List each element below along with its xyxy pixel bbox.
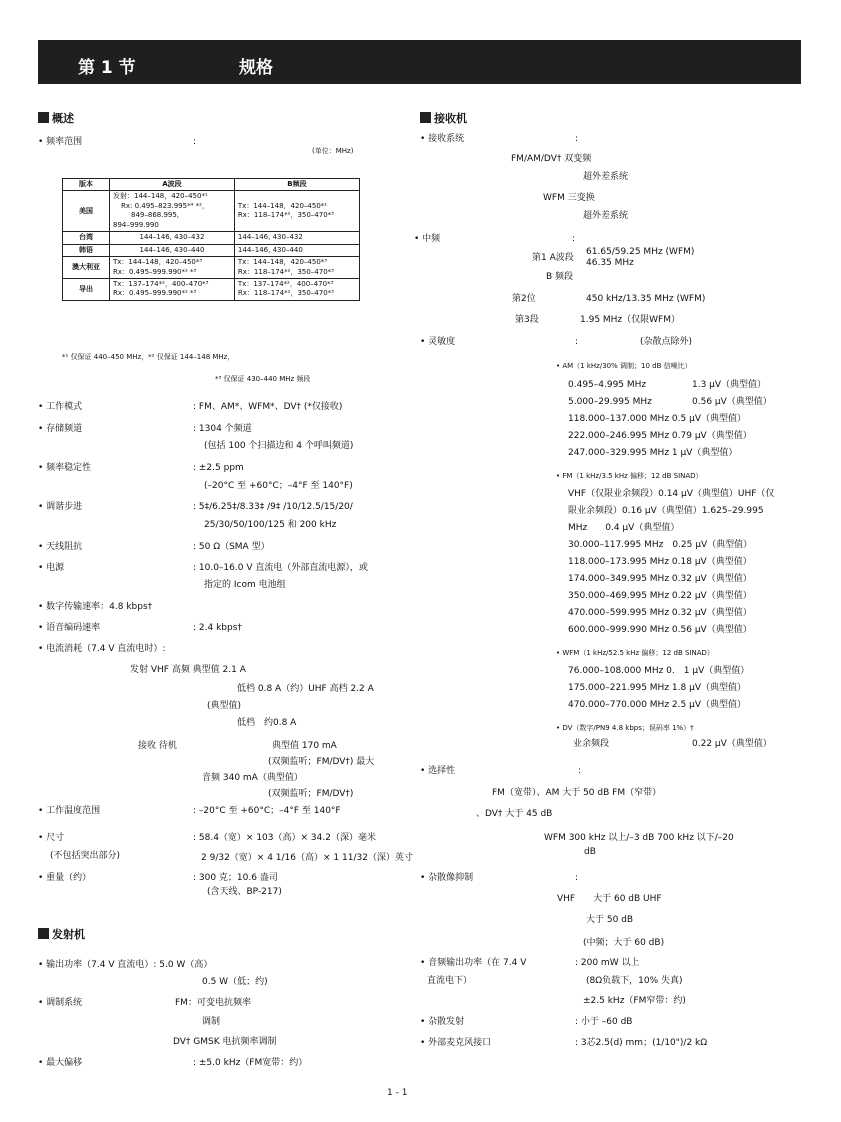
current-tx-4: 低档 约0.8 A: [237, 718, 297, 728]
fm-line: 限业余频段）0.16 μV（典型值）1.625–29.995: [568, 506, 764, 516]
table-row: [63, 257, 360, 279]
weight-label: • 重量（约）: [38, 873, 92, 883]
if-1-b: B 频段: [546, 272, 574, 282]
if-1-label: 第1 A波段: [532, 253, 574, 263]
sensitivity-colon: :: [575, 337, 579, 347]
dv-heading: • DV（数字/PN9 4.8 kbps；误码率 1%）†: [556, 724, 694, 732]
spec-value: : 5‡/6.25‡/8.33‡ /9‡ /10/12.5/15/20/: [193, 502, 353, 512]
fm-line: 30.000–117.995 MHz 0.25 μV（典型值）: [568, 540, 753, 550]
audio-value-1: : 200 mW 以上: [575, 958, 640, 968]
voice-value: : 2.4 kbps†: [193, 623, 242, 633]
size-label: • 尺寸: [38, 833, 65, 843]
freq-range-label: • 频率范围: [38, 137, 83, 147]
sensitivity-label: • 灵敏度: [420, 337, 456, 347]
heading-square-icon: [38, 928, 49, 939]
voice-label: • 语音编码速率: [38, 623, 101, 633]
spec-label: • 电源: [38, 563, 65, 573]
section-number: 第 1 节: [78, 58, 136, 78]
if-1-value-1: 61.65/59.25 MHz (WFM): [586, 247, 695, 257]
fm-line: 600.000–999.990 MHz 0.56 μV（典型值）: [568, 625, 752, 635]
audio-label-1: • 音频输出功率（在 7.4 V: [420, 958, 527, 968]
table-row: [63, 232, 360, 244]
selectivity-colon: :: [578, 766, 582, 776]
selectivity-4: dB: [584, 847, 596, 857]
temp-value: : –20°C 至 +60°C；–4°F 至 140°F: [193, 806, 341, 816]
frequency-range-table: [62, 178, 360, 301]
mod-value-3: DV† GMSK 电抗频率调制: [173, 1037, 277, 1047]
audio-label-2: 直流电下）: [427, 976, 473, 986]
am-range: 0.495–4.995 MHz: [568, 380, 647, 390]
rx-system-1: FM/AM/DV† 双变频: [511, 154, 592, 164]
overview-heading: 概述: [38, 110, 74, 126]
mic-connector-value: : 3芯2.5(d) mm；(1/10")/2 kΩ: [575, 1038, 708, 1048]
freq-range-colon: :: [193, 137, 197, 147]
b-band-cell: 144–146, 430–432: [234, 232, 359, 244]
spec-value: : FM、AM*、WFM*、DV† (*仅接收): [193, 402, 343, 412]
row-name: 澳大利亚: [63, 257, 110, 279]
table-header-row: [63, 179, 360, 191]
a-band-cell: 144–146, 430–440: [110, 244, 235, 256]
power-label: • 输出功率（7.4 V 直流电）: 5.0 W（高）: [38, 960, 213, 970]
spurious-1: VHF 大于 60 dB UHF: [557, 894, 662, 904]
fm-line: 174.000–349.995 MHz 0.32 μV（典型值）: [568, 574, 752, 584]
dv-value: 0.22 μV（典型值）: [692, 739, 772, 749]
spec-value: : ±2.5 ppm: [193, 463, 244, 473]
current-tx-2: 低档 0.8 A（约）UHF 高档 2.2 A: [237, 684, 374, 694]
page-number: 1 - 1: [387, 1088, 408, 1098]
table-header-version: 版本: [63, 179, 110, 191]
transmitter-heading: 发射机: [38, 926, 85, 942]
spec-label: • 工作模式: [38, 402, 83, 412]
wfm-heading: • WFM（1 kHz/52.5 kHz 偏移；12 dB SINAD）: [556, 649, 714, 657]
b-band-cell: 144–146, 430–440: [234, 244, 359, 256]
audio-value-3: ±2.5 kHz（FM窄带：约): [583, 996, 686, 1006]
selectivity-3: WFM 300 kHz 以上/–3 dB 700 kHz 以下/–20: [544, 833, 734, 843]
if-1-value-2: 46.35 MHz: [586, 258, 634, 268]
fm-line: MHz 0.4 μV（典型值）: [568, 523, 680, 533]
fm-heading: • FM（1 kHz/3.5 kHz 偏移；12 dB SINAD）: [556, 472, 703, 480]
spec-value: (–20°C 至 +60°C；–4°F 至 140°F): [204, 481, 353, 491]
am-value: 1.3 μV（典型值）: [692, 380, 767, 390]
rx-system-2: 超外差系统: [583, 172, 629, 182]
weight-value-1: : 300 克；10.6 盎司: [193, 873, 278, 883]
spec-value: : 50 Ω（SMA 型）: [193, 542, 270, 552]
wfm-line: 470.000–770.000 MHz 2.5 μV（典型值）: [568, 700, 746, 710]
table-footnote-2: *³ 仅保证 430–440 MHz 频段: [215, 375, 311, 383]
mod-value-2: 调制: [202, 1017, 221, 1027]
current-rx-3: 音频 340 mA（典型值）: [202, 773, 303, 783]
deviation-label: • 最大偏移: [38, 1058, 83, 1068]
b-band-cell: Tx：137–174*²，400–470*³ Rx：118–174*²，350–470*³: [234, 278, 359, 300]
dv-band: 业余频段: [573, 739, 610, 749]
current-rx-1b: 典型值 170 mA: [272, 741, 337, 751]
spec-value: : 1304 个频道: [193, 424, 252, 434]
a-band-cell: Tx：144–148，420–450*³ Rx：0.495–999.990*² *³: [110, 257, 235, 279]
a-band-cell: 发射：144–148，420–450*¹ Rx: 0.495–823.995*⁴ *²， 849–868.995, 894–999.990: [110, 191, 235, 232]
rx-system-label: • 接收系统: [420, 134, 465, 144]
temp-label: • 工作温度范围: [38, 806, 101, 816]
if-colon: :: [572, 234, 576, 244]
mic-connector-label: • 外部麦克风接口: [420, 1038, 492, 1048]
fm-line: 118.000–173.995 MHz 0.18 μV（典型值）: [568, 557, 752, 567]
weight-value-2: (含天线、BP-217): [207, 887, 282, 897]
table-header-a-band: A波段: [110, 179, 235, 191]
power-low: 0.5 W（低；约): [202, 977, 268, 987]
rx-system-colon: :: [575, 134, 579, 144]
spurious-colon: :: [575, 873, 579, 883]
table-row: [63, 244, 360, 256]
spec-label: • 天线阻抗: [38, 542, 83, 552]
am-row: 222.000–246.995 MHz 0.79 μV（典型值）: [568, 431, 752, 441]
table-row: [63, 278, 360, 300]
mod-value-1: FM：可变电抗频率: [175, 998, 251, 1008]
table-row: [63, 191, 360, 232]
mod-label: • 调制系统: [38, 998, 83, 1008]
a-band-cell: 144–146, 430–432: [110, 232, 235, 244]
row-name: 台湾: [63, 232, 110, 244]
if-label: • 中频: [414, 234, 441, 244]
am-value: 0.56 μV（典型值）: [692, 397, 772, 407]
current-rx-4: (双频监听；FM/DV†): [268, 789, 354, 799]
spec-label: • 存储频道: [38, 424, 83, 434]
spurious-emission-value: : 小于 –60 dB: [575, 1017, 633, 1027]
spurious-label: • 杂散像抑制: [420, 873, 474, 883]
if-2-label: 第2位: [512, 294, 536, 304]
size-value-2: 2 9/32（宽）× 4 1/16（高）× 1 11/32（深）英寸: [201, 853, 413, 863]
spec-label: • 调谐步进: [38, 502, 83, 512]
table-footnote-1: *¹ 仅保证 440–450 MHz，*² 仅保证 144–148 MHz，: [62, 353, 235, 361]
spurious-2: 大于 50 dB: [586, 915, 634, 925]
section-title: 规格: [239, 58, 273, 78]
sensitivity-note: (杂散点除外): [640, 337, 693, 347]
spec-value: 指定的 Icom 电池组: [204, 580, 286, 590]
b-band-cell: Tx：144–148，420–450*¹ Rx：118–174*²，350–470*³: [234, 191, 359, 232]
current-rx-1a: 接收 待机: [138, 741, 177, 751]
spurious-emission-label: • 杂散发射: [420, 1017, 465, 1027]
fm-line: VHF（仅限业余频段）0.14 μV（典型值）UHF（仅: [568, 489, 775, 499]
deviation-value: : ±5.0 kHz（FM宽带：约）: [193, 1058, 308, 1068]
freq-unit-note: (单位：MHz): [312, 147, 354, 155]
spec-value: 25/30/50/100/125 和 200 kHz: [204, 520, 337, 530]
size-value-1: : 58.4（宽）× 103（高）× 34.2（深）毫米: [193, 833, 376, 843]
audio-value-2: (8Ω负载下，10% 失真): [586, 976, 683, 986]
spec-value: : 10.0–16.0 V 直流电（外部直流电源），或: [193, 563, 368, 573]
am-row: 247.000–329.995 MHz 1 μV（典型值）: [568, 448, 738, 458]
size-sub: (不包括突出部分): [50, 851, 121, 861]
row-name: 导出: [63, 278, 110, 300]
receiver-heading: 接收机: [420, 110, 467, 126]
fm-line: 350.000–469.995 MHz 0.22 μV（典型值）: [568, 591, 752, 601]
if-3-value: 1.95 MHz（仅限WFM）: [580, 315, 680, 325]
rx-system-4: 超外差系统: [583, 211, 629, 221]
wfm-line: 76.000–108.000 MHz 0. 1 μV（典型值）: [568, 666, 750, 676]
rx-system-3: WFM 三变换: [543, 193, 595, 203]
data-rate: • 数字传输速率：4.8 kbps†: [38, 602, 153, 612]
am-row: 118.000–137.000 MHz 0.5 μV（典型值）: [568, 414, 746, 424]
selectivity-1: FM（宽带）、AM 大于 50 dB FM（窄带）: [492, 788, 662, 798]
section-header-bar: [38, 40, 801, 84]
spurious-3: (中频；大于 60 dB): [583, 938, 665, 948]
selectivity-2: 、DV† 大于 45 dB: [476, 809, 553, 819]
if-2-value: 450 kHz/13.35 MHz (WFM): [586, 294, 706, 304]
current-tx-1: 发射 VHF 高频 典型值 2.1 A: [130, 665, 246, 675]
current-tx-3: (典型值): [207, 701, 242, 711]
row-name: 美国: [63, 191, 110, 232]
a-band-cell: Tx：137–174*²，400–470*³ Rx：0.495–999.990*² *³: [110, 278, 235, 300]
wfm-line: 175.000–221.995 MHz 1.8 μV（典型值）: [568, 683, 746, 693]
spec-label: • 频率稳定性: [38, 463, 92, 473]
heading-square-icon: [420, 112, 431, 123]
row-name: 韩语: [63, 244, 110, 256]
selectivity-label: • 选择性: [420, 766, 456, 776]
am-range: 5.000–29.995 MHz: [568, 397, 652, 407]
spec-value: (包括 100 个扫描边和 4 个呼叫频道): [204, 441, 354, 451]
b-band-cell: Tx：144–148，420–450*³ Rx：118–174*²，350–470*³: [234, 257, 359, 279]
if-3-label: 第3段: [515, 315, 539, 325]
table-header-b-band: B频段: [234, 179, 359, 191]
current-rx-2: (双频监听；FM/DV†) 最大: [268, 757, 375, 767]
current-label: • 电流消耗（7.4 V 直流电时）:: [38, 644, 166, 654]
am-heading: • AM（1 kHz/30% 调制；10 dB 信噪比）: [556, 362, 692, 370]
heading-square-icon: [38, 112, 49, 123]
fm-line: 470.000–599.995 MHz 0.32 μV（典型值）: [568, 608, 752, 618]
